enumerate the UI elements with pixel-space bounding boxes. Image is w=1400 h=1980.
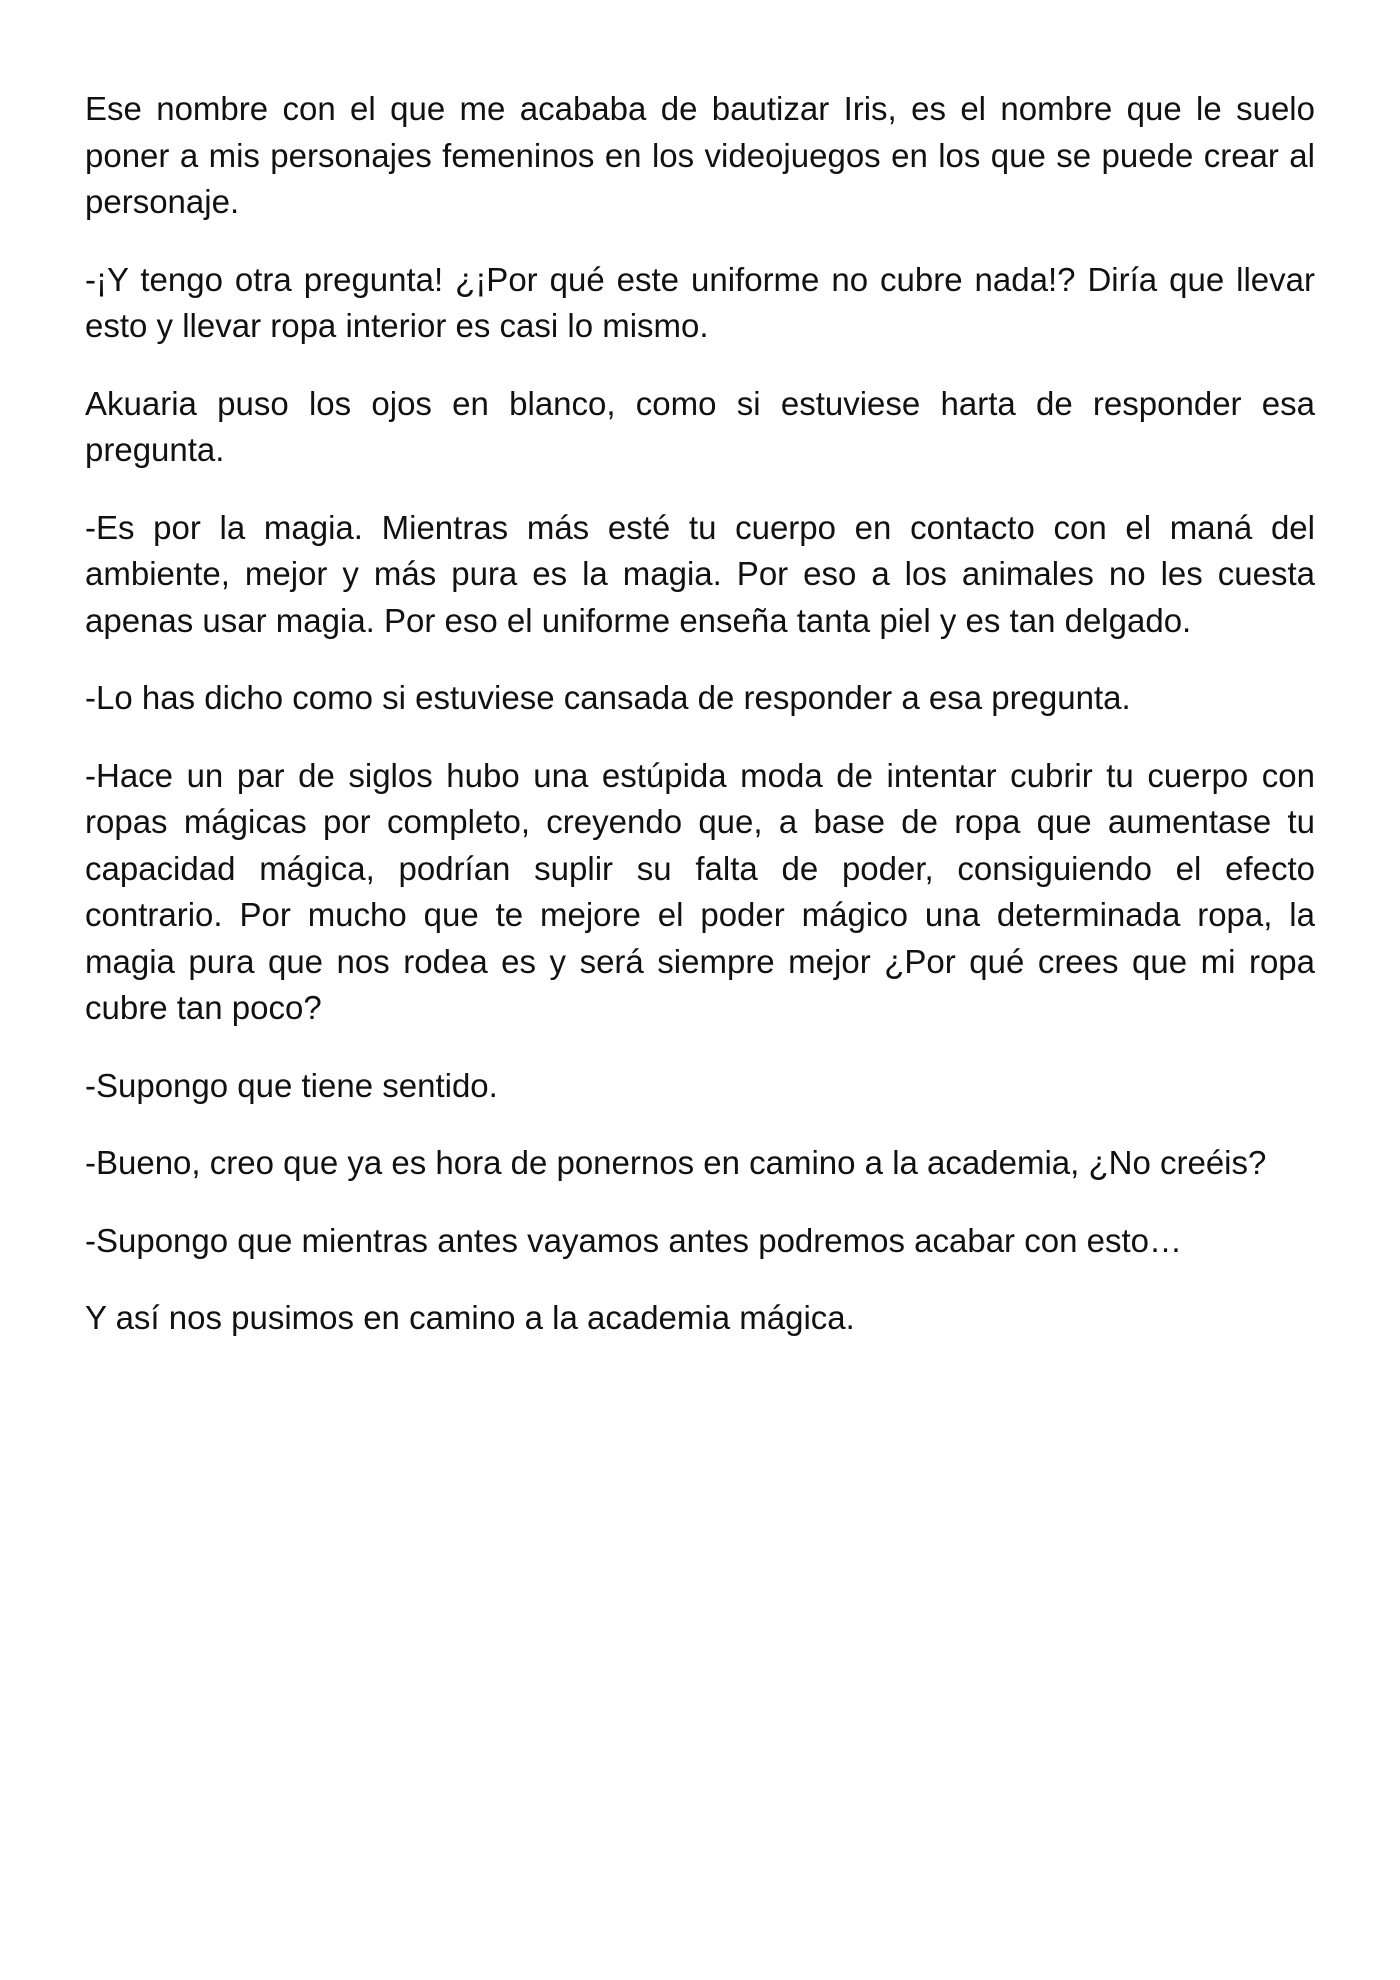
paragraph-1: Ese nombre con el que me acababa de bautizar Iris, es el nombre que le suelo poner a mis personajes femeninos en los videojuegos en los que se puede crear al personaje. (85, 90, 1315, 220)
paragraph-5: -Lo has dicho como si estuviese cansada de responder a esa pregunta. (85, 679, 1131, 716)
paragraph-6: -Hace un par de siglos hubo una estúpida moda de intentar cubrir tu cuerpo con ropas mágicas por completo, creyendo que, a base de ropa que aumentase tu capacidad mágica, podrían suplir su falta de poder, consiguiendo el efecto contrario. Por mucho que te mejore el poder mágico una determinada ropa, la magia pura que nos rodea es y será siempre mejor ¿Por qué crees que mi ropa cubre tan poco? (85, 756, 1315, 1026)
paragraph-4: -Es por la magia. Mientras más esté tu cuerpo en contacto con el maná del ambiente, mejor y más pura es la magia. Por eso a los animales no les cuesta apenas usar magia. Por eso el uniforme enseña tanta piel y es tan delgado. (85, 508, 1315, 639)
paragraph-8: -Bueno, creo que ya es hora de ponernos en camino a la academia, ¿No creéis? (85, 1144, 1267, 1181)
paragraph-2: -¡Y tengo otra pregunta! ¿¡Por qué este uniforme no cubre nada!? Diría que llevar esto y llevar ropa interior es casi lo mismo. (85, 260, 1315, 344)
paragraph-10: Y así nos pusimos en camino a la academia mágica. (85, 1299, 855, 1336)
paragraph-9: -Supongo que mientras antes vayamos antes podremos acabar con esto… (85, 1221, 1182, 1259)
document-page (85, 86, 1315, 1373)
paragraph-7: -Supongo que tiene sentido. (85, 1066, 498, 1104)
paragraph-3: Akuaria puso los ojos en blanco, como si estuviese harta de responder esa pregunta. (85, 384, 1315, 468)
